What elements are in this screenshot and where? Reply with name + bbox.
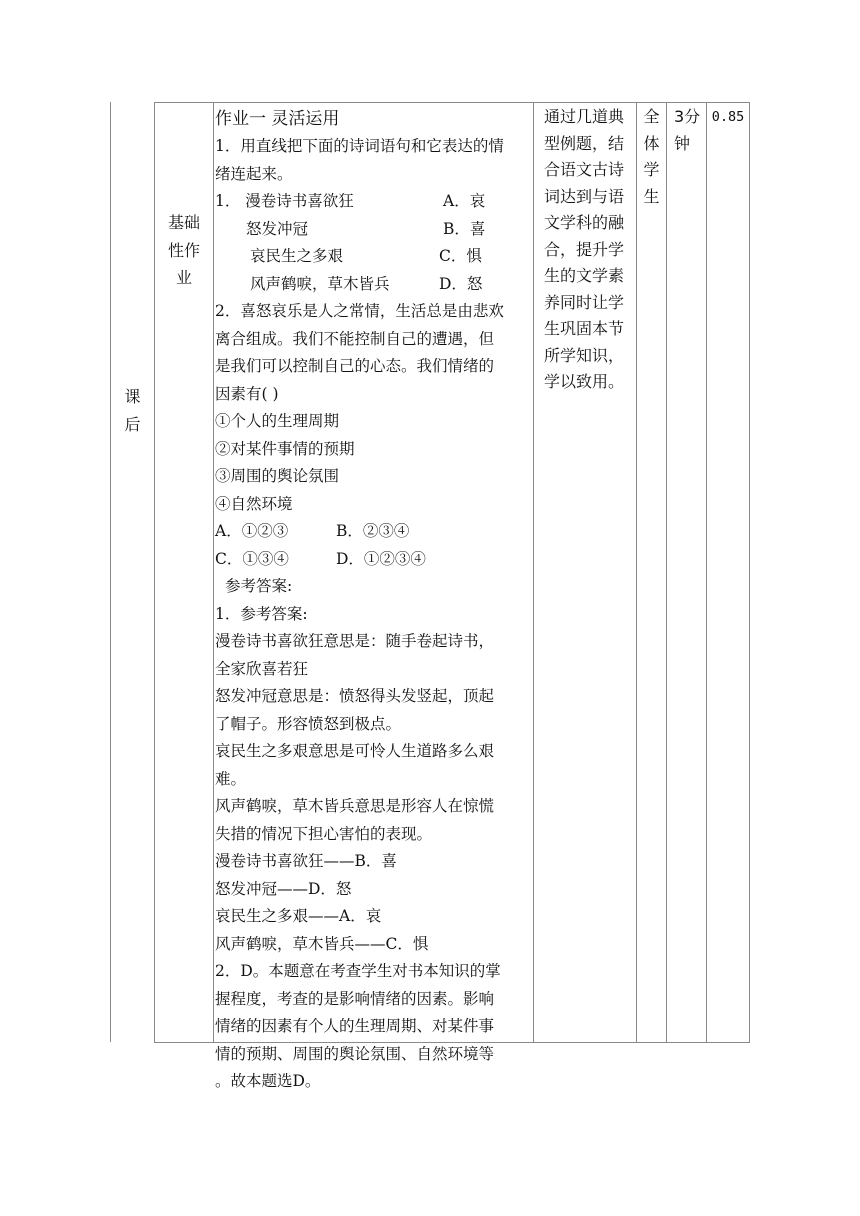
answer-line: 情的预期、周围的舆论氛围、自然环境等 bbox=[215, 1044, 495, 1063]
answer-line: 漫卷诗书喜欲狂——B．喜 bbox=[215, 852, 397, 870]
q2-item: ③周围的舆论氛围 bbox=[215, 467, 340, 485]
answer-line: 难。 bbox=[215, 769, 247, 788]
pair-left: 1． 漫卷诗书喜欲狂 bbox=[215, 192, 354, 210]
table-right-border bbox=[749, 102, 750, 1043]
q1-pair bbox=[215, 271, 533, 299]
time-cell bbox=[674, 104, 706, 157]
pair-left: 怒发冲冠 bbox=[246, 219, 309, 238]
homework-title: 作业一 灵活运用 bbox=[215, 109, 340, 129]
answer-line: 2．D。本题意在考查学生对书本知识的掌 bbox=[215, 962, 501, 980]
purpose-line: 学以致用。 bbox=[544, 372, 625, 391]
answer-line: 1．参考答案: bbox=[215, 604, 308, 623]
purpose-line: 生的文学素 bbox=[544, 266, 625, 285]
type-line: 性作 bbox=[167, 240, 200, 260]
table-left-border bbox=[110, 102, 111, 1042]
q2-line: 因素有( ) bbox=[215, 384, 279, 403]
answer-line: 失措的情况下担心害怕的表现。 bbox=[215, 824, 433, 843]
col-divider-4 bbox=[636, 102, 637, 1043]
purpose-line: 词达到与语 bbox=[544, 186, 625, 206]
table-top-border bbox=[154, 102, 750, 103]
answer-line: 怒发冲冠意思是：愤怒得头发竖起，顶起 bbox=[215, 687, 495, 705]
type-line: 基础 bbox=[167, 213, 200, 232]
target-char: 全 bbox=[643, 107, 660, 126]
col-divider-6 bbox=[706, 102, 707, 1043]
content-cell bbox=[215, 105, 533, 1096]
answer-line: 漫卷诗书喜欲狂意思是：随手卷起诗书， bbox=[215, 632, 495, 650]
q2-item: ②对某件事情的预期 bbox=[215, 439, 355, 458]
q1-line: 绪连起来。 bbox=[215, 164, 293, 183]
pair-right: A．哀 bbox=[443, 192, 486, 210]
pair-right: D．怒 bbox=[439, 274, 483, 293]
q2-line: 2．喜怒哀乐是人之常情，生活总是由悲欢 bbox=[215, 302, 504, 320]
q1-pair bbox=[215, 188, 533, 216]
purpose-cell bbox=[544, 104, 636, 396]
answer-line: 哀民生之多艰意思是可怜人生道路多么艰 bbox=[215, 742, 495, 760]
purpose-line: 生巩固本节 bbox=[544, 319, 625, 338]
q2-choice-row bbox=[215, 518, 533, 546]
col-divider-2 bbox=[213, 102, 214, 1043]
answer-line: 。故本题选D。 bbox=[215, 1072, 321, 1090]
q2-item: ④自然环境 bbox=[215, 494, 293, 513]
purpose-line: 型例题，结 bbox=[544, 133, 625, 153]
pair-right: C．惧 bbox=[439, 247, 482, 265]
choice-d: D．①②③④ bbox=[336, 549, 426, 568]
choice-c: C．①③④ bbox=[215, 549, 289, 568]
q2-item: ①个人的生理周期 bbox=[215, 412, 340, 430]
purpose-line: 合语文古诗 bbox=[544, 160, 625, 179]
difficulty-value: 0.85 bbox=[711, 109, 745, 125]
phase-char: 课 bbox=[124, 387, 141, 406]
time-line: 钟 bbox=[674, 133, 691, 153]
target-char: 学 bbox=[643, 160, 660, 179]
q1-line: 1．用直线把下面的诗词语句和它表达的情 bbox=[215, 137, 504, 155]
type-line: 业 bbox=[175, 268, 192, 287]
q1-pair bbox=[215, 243, 533, 271]
answer-line: 握程度，考查的是影响情绪的因素。影响 bbox=[215, 989, 495, 1008]
target-cell bbox=[637, 104, 666, 210]
answer-line: 全家欣喜若狂 bbox=[215, 659, 309, 678]
purpose-line: 通过几道典 bbox=[544, 107, 625, 126]
purpose-line: 合，提升学 bbox=[544, 239, 625, 259]
purpose-line: 文学科的融 bbox=[544, 213, 625, 232]
purpose-line: 养同时让学 bbox=[544, 292, 625, 312]
purpose-line: 所学知识， bbox=[544, 345, 625, 365]
target-char: 生 bbox=[643, 186, 660, 206]
choice-b: B．②③④ bbox=[336, 522, 410, 540]
answer-line: 哀民生之多艰——A．哀 bbox=[215, 907, 382, 925]
choice-a: A．①②③ bbox=[215, 522, 289, 540]
col-divider-5 bbox=[666, 102, 667, 1043]
time-line: 3分 bbox=[674, 107, 701, 126]
homework-type-cell bbox=[155, 209, 213, 292]
q2-line: 离合组成。我们不能控制自己的遭遇，但 bbox=[215, 329, 495, 348]
phase-char: 后 bbox=[124, 414, 141, 434]
answer-line: 风声鹤唳，草木皆兵意思是形容人在惊慌 bbox=[215, 797, 495, 815]
difficulty-cell bbox=[707, 104, 749, 131]
answer-line: 怒发冲冠——D．怒 bbox=[215, 879, 352, 898]
answer-line: 了帽子。形容愤怒到极点。 bbox=[215, 714, 402, 733]
answer-line: 风声鹤唳，草木皆兵——C．惧 bbox=[215, 934, 429, 953]
phase-cell bbox=[111, 383, 154, 438]
pair-right: B．喜 bbox=[443, 219, 486, 238]
col-divider-3 bbox=[533, 102, 534, 1043]
answer-line: 情绪的因素有个人的生理周期、对某件事 bbox=[215, 1017, 495, 1035]
pair-left: 风声鹤唳，草木皆兵 bbox=[250, 274, 390, 293]
q2-choice-row bbox=[215, 546, 533, 574]
answers-header: 参考答案: bbox=[225, 577, 293, 595]
q1-pair bbox=[215, 216, 533, 244]
q2-line: 是我们可以控制自己的心态。我们情绪的 bbox=[215, 357, 495, 375]
pair-left: 哀民生之多艰 bbox=[250, 247, 344, 265]
target-char: 体 bbox=[643, 133, 660, 153]
